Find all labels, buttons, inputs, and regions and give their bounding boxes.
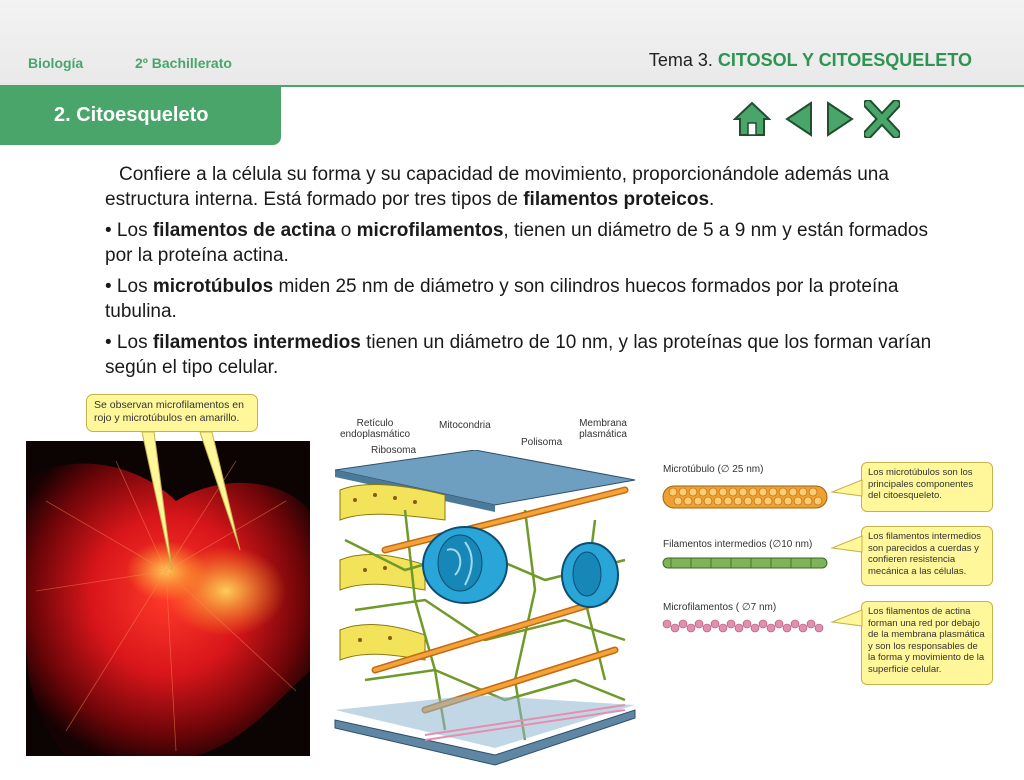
bullet-actina xyxy=(105,218,945,268)
label-reticulo: Retículo endoplasmático xyxy=(339,418,411,440)
section-title: 2. Citoesqueleto xyxy=(54,104,209,126)
label-microtubulo: Microtúbulo (∅ 25 nm) xyxy=(663,464,764,475)
theme-name: CITOSOL Y CITOESQUELETO xyxy=(717,50,972,70)
next-triangle-icon[interactable] xyxy=(825,100,855,138)
b3-post: tienen un diámetro de 10 nm, y las proteínas que los forman varían según el tipo celular. xyxy=(105,332,932,378)
label-polisoma: Polisoma xyxy=(521,437,563,448)
b1-bold1: filamentos de actina xyxy=(152,220,336,241)
course-label: 2º Bachillerato xyxy=(135,55,232,71)
microtubule-illustration xyxy=(661,480,831,514)
intro-end: . xyxy=(709,189,715,210)
note-pointers xyxy=(830,470,864,630)
b1-post: , tienen un diámetro de 5 a 9 nm y están formados por la proteína actina. xyxy=(105,220,928,266)
b1-bold2: microfilamentos xyxy=(356,220,504,241)
bullet-microtubulos xyxy=(105,274,945,324)
bullet-intermedios xyxy=(105,330,945,380)
intermediate-filament-illustration xyxy=(661,555,831,571)
theme-title xyxy=(649,50,972,71)
label-intermedios: Filamentos intermedios (∅10 nm) xyxy=(663,539,813,550)
b1-pre: • Los xyxy=(105,220,153,241)
note-microfilamentos: Los filamentos de actina forman una red por debajo de la membrana plasmática y son los responsables de la forma y movimiento de la superficie celular. xyxy=(861,601,993,685)
intro-text: Confiere a la célula su forma y su capacidad de movimiento, proporcionándole además una estructura interna. Está formado por tres tipos de xyxy=(105,164,889,210)
note-intermedios: Los filamentos intermedios son parecidos a cuerdas y confieren resistencia mecánica a las células. xyxy=(861,526,993,586)
previous-triangle-icon[interactable] xyxy=(784,100,814,138)
b2-post: miden 25 nm de diámetro y son cilindros huecos formados por la proteína tubulina. xyxy=(105,276,899,322)
label-membrana: Membrana plasmática xyxy=(579,418,627,440)
theme-prefix: Tema 3. xyxy=(648,50,713,70)
body-text xyxy=(105,162,945,386)
b1-mid: o xyxy=(335,220,357,241)
intro-bold: filamentos proteicos xyxy=(523,189,710,210)
note-microtubulo: Los microtúbulos son los principales componentes del citoesqueleto. xyxy=(861,462,993,512)
intro-paragraph xyxy=(105,162,945,212)
label-ribosoma: Ribosoma xyxy=(371,445,417,456)
b2-bold: microtúbulos xyxy=(152,276,274,297)
header-bar xyxy=(0,0,1024,87)
b3-bold: filamentos intermedios xyxy=(152,332,361,353)
microfilament-illustration xyxy=(661,618,831,634)
b2-pre: • Los xyxy=(105,276,153,297)
close-x-icon[interactable] xyxy=(864,100,900,138)
label-microfilamentos: Microfilamentos ( ∅7 nm) xyxy=(663,602,777,613)
b3-pre: • Los xyxy=(105,332,153,353)
section-tab xyxy=(0,87,281,145)
cell-block-drawing xyxy=(325,450,645,780)
callout-pointer xyxy=(120,430,260,580)
home-icon[interactable] xyxy=(733,100,771,138)
photo-callout: Se observan microfilamentos en rojo y microtúbulos en amarillo. xyxy=(86,394,258,432)
subject-label: Biología xyxy=(28,55,84,71)
cytoskeleton-diagram xyxy=(325,412,831,762)
label-mitocondria: Mitocondria xyxy=(439,420,491,431)
